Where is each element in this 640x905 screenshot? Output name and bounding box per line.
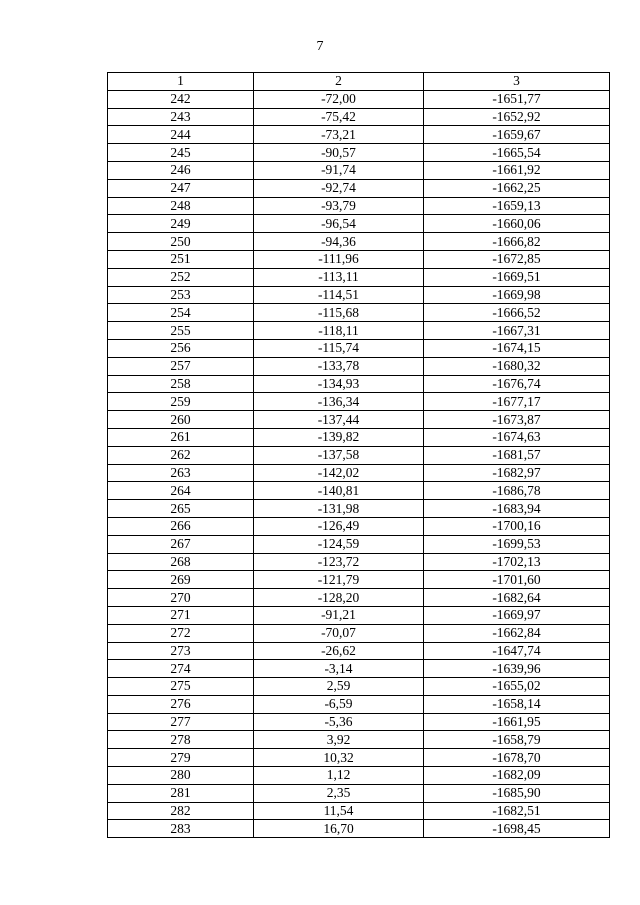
table-cell-col-1: 271 — [108, 606, 254, 624]
table-cell-col-3: -1666,52 — [424, 304, 610, 322]
table-cell-col-3: -1669,51 — [424, 268, 610, 286]
table-row — [108, 767, 610, 785]
table-cell-col-3: -1665,54 — [424, 144, 610, 162]
table-cell-col-3: -1700,16 — [424, 517, 610, 535]
table-row — [108, 286, 610, 304]
table-cell-col-2: -126,49 — [254, 517, 424, 535]
table-row — [108, 553, 610, 571]
table-cell-col-1: 260 — [108, 411, 254, 429]
table-cell-col-1: 262 — [108, 446, 254, 464]
table-header-row — [108, 73, 610, 91]
table-cell-col-3: -1674,63 — [424, 428, 610, 446]
table-cell-col-3: -1661,95 — [424, 713, 610, 731]
table-cell-col-1: 245 — [108, 144, 254, 162]
table-row — [108, 90, 610, 108]
table-cell-col-2: -111,96 — [254, 250, 424, 268]
table-row — [108, 339, 610, 357]
table-cell-col-1: 248 — [108, 197, 254, 215]
table-cell-col-2: -137,58 — [254, 446, 424, 464]
table-body — [108, 90, 610, 837]
table-cell-col-3: -1669,97 — [424, 606, 610, 624]
table-cell-col-1: 279 — [108, 749, 254, 767]
column-header-2: 2 — [254, 73, 424, 91]
table-cell-col-2: -91,74 — [254, 161, 424, 179]
table-cell-col-2: -96,54 — [254, 215, 424, 233]
table-cell-col-2: 16,70 — [254, 820, 424, 838]
table-cell-col-1: 257 — [108, 357, 254, 375]
table-cell-col-3: -1658,14 — [424, 695, 610, 713]
table-cell-col-1: 247 — [108, 179, 254, 197]
table-cell-col-3: -1647,74 — [424, 642, 610, 660]
table-row — [108, 606, 610, 624]
table-cell-col-3: -1661,92 — [424, 161, 610, 179]
table-cell-col-3: -1659,67 — [424, 126, 610, 144]
table-row — [108, 108, 610, 126]
table-cell-col-3: -1681,57 — [424, 446, 610, 464]
table-cell-col-2: -139,82 — [254, 428, 424, 446]
table-cell-col-1: 275 — [108, 678, 254, 696]
table-cell-col-3: -1678,70 — [424, 749, 610, 767]
table-cell-col-3: -1669,98 — [424, 286, 610, 304]
table-cell-col-1: 254 — [108, 304, 254, 322]
table-cell-col-3: -1682,64 — [424, 589, 610, 607]
table-cell-col-3: -1682,97 — [424, 464, 610, 482]
table-cell-col-2: -124,59 — [254, 535, 424, 553]
table-row — [108, 678, 610, 696]
table-cell-col-1: 246 — [108, 161, 254, 179]
table-cell-col-2: -134,93 — [254, 375, 424, 393]
table-cell-col-1: 277 — [108, 713, 254, 731]
table-row — [108, 624, 610, 642]
table-row — [108, 411, 610, 429]
table-cell-col-1: 274 — [108, 660, 254, 678]
table-cell-col-2: -75,42 — [254, 108, 424, 126]
table-cell-col-3: -1662,84 — [424, 624, 610, 642]
table-row — [108, 393, 610, 411]
table-cell-col-3: -1685,90 — [424, 784, 610, 802]
table-row — [108, 571, 610, 589]
table-cell-col-2: -90,57 — [254, 144, 424, 162]
table-row — [108, 179, 610, 197]
table-cell-col-3: -1680,32 — [424, 357, 610, 375]
table-row — [108, 126, 610, 144]
table-row — [108, 250, 610, 268]
table-cell-col-1: 268 — [108, 553, 254, 571]
table-cell-col-3: -1666,82 — [424, 233, 610, 251]
table-cell-col-1: 283 — [108, 820, 254, 838]
column-header-1: 1 — [108, 73, 254, 91]
table-cell-col-3: -1652,92 — [424, 108, 610, 126]
table-header — [108, 73, 610, 91]
table-cell-col-2: 10,32 — [254, 749, 424, 767]
table-row — [108, 517, 610, 535]
table-cell-col-3: -1667,31 — [424, 322, 610, 340]
table-row — [108, 695, 610, 713]
table-cell-col-1: 267 — [108, 535, 254, 553]
table-cell-col-2: -136,34 — [254, 393, 424, 411]
table-cell-col-1: 265 — [108, 500, 254, 518]
table-row — [108, 357, 610, 375]
table-row — [108, 215, 610, 233]
table-cell-col-2: 1,12 — [254, 767, 424, 785]
table-cell-col-1: 251 — [108, 250, 254, 268]
table-cell-col-1: 244 — [108, 126, 254, 144]
table-row — [108, 802, 610, 820]
table-row — [108, 482, 610, 500]
table-cell-col-2: 2,35 — [254, 784, 424, 802]
table-cell-col-1: 258 — [108, 375, 254, 393]
table-cell-col-2: -115,68 — [254, 304, 424, 322]
table-row — [108, 731, 610, 749]
table-cell-col-1: 270 — [108, 589, 254, 607]
table-cell-col-2: -118,11 — [254, 322, 424, 340]
table-row — [108, 144, 610, 162]
table-row — [108, 375, 610, 393]
table-cell-col-3: -1659,13 — [424, 197, 610, 215]
table-cell-col-2: -5,36 — [254, 713, 424, 731]
table-cell-col-1: 282 — [108, 802, 254, 820]
table-row — [108, 428, 610, 446]
table-cell-col-2: -133,78 — [254, 357, 424, 375]
table-cell-col-3: -1674,15 — [424, 339, 610, 357]
table-cell-col-2: -72,00 — [254, 90, 424, 108]
table-row — [108, 268, 610, 286]
table-cell-col-1: 243 — [108, 108, 254, 126]
table-row — [108, 660, 610, 678]
table-cell-col-2: 3,92 — [254, 731, 424, 749]
table-cell-col-3: -1673,87 — [424, 411, 610, 429]
table-cell-col-2: -70,07 — [254, 624, 424, 642]
table-row — [108, 820, 610, 838]
table-cell-col-3: -1699,53 — [424, 535, 610, 553]
table-cell-col-3: -1698,45 — [424, 820, 610, 838]
table-cell-col-3: -1682,09 — [424, 767, 610, 785]
table-cell-col-3: -1676,74 — [424, 375, 610, 393]
table-cell-col-2: 2,59 — [254, 678, 424, 696]
table-cell-col-2: -140,81 — [254, 482, 424, 500]
table-cell-col-2: -6,59 — [254, 695, 424, 713]
table-cell-col-2: -142,02 — [254, 464, 424, 482]
table-cell-col-2: -92,74 — [254, 179, 424, 197]
table-row — [108, 589, 610, 607]
table-row — [108, 446, 610, 464]
table-cell-col-1: 266 — [108, 517, 254, 535]
table-cell-col-2: -113,11 — [254, 268, 424, 286]
table-row — [108, 304, 610, 322]
table-row — [108, 161, 610, 179]
table-cell-col-1: 281 — [108, 784, 254, 802]
table-cell-col-3: -1662,25 — [424, 179, 610, 197]
table-cell-col-2: -91,21 — [254, 606, 424, 624]
table-cell-col-2: -131,98 — [254, 500, 424, 518]
table-cell-col-2: 11,54 — [254, 802, 424, 820]
table-cell-col-3: -1672,85 — [424, 250, 610, 268]
table-row — [108, 322, 610, 340]
table-cell-col-1: 272 — [108, 624, 254, 642]
table-cell-col-1: 278 — [108, 731, 254, 749]
table-row — [108, 464, 610, 482]
table-cell-col-1: 263 — [108, 464, 254, 482]
table-cell-col-3: -1639,96 — [424, 660, 610, 678]
table-cell-col-1: 259 — [108, 393, 254, 411]
table-cell-col-3: -1682,51 — [424, 802, 610, 820]
table-cell-col-1: 280 — [108, 767, 254, 785]
table-row — [108, 749, 610, 767]
table-cell-col-3: -1658,79 — [424, 731, 610, 749]
table-cell-col-2: -115,74 — [254, 339, 424, 357]
table-cell-col-3: -1660,06 — [424, 215, 610, 233]
table-cell-col-1: 276 — [108, 695, 254, 713]
table-row — [108, 713, 610, 731]
table-cell-col-2: -93,79 — [254, 197, 424, 215]
table-row — [108, 197, 610, 215]
table-cell-col-2: -121,79 — [254, 571, 424, 589]
table-cell-col-3: -1677,17 — [424, 393, 610, 411]
table-cell-col-3: -1655,02 — [424, 678, 610, 696]
table-cell-col-2: -94,36 — [254, 233, 424, 251]
table-cell-col-1: 253 — [108, 286, 254, 304]
table-row — [108, 642, 610, 660]
table-cell-col-1: 269 — [108, 571, 254, 589]
table-cell-col-3: -1701,60 — [424, 571, 610, 589]
table-cell-col-1: 273 — [108, 642, 254, 660]
table-cell-col-3: -1686,78 — [424, 482, 610, 500]
table-cell-col-1: 252 — [108, 268, 254, 286]
table-row — [108, 233, 610, 251]
table-cell-col-1: 256 — [108, 339, 254, 357]
table-cell-col-1: 249 — [108, 215, 254, 233]
table-cell-col-1: 264 — [108, 482, 254, 500]
table-cell-col-2: -123,72 — [254, 553, 424, 571]
table-row — [108, 535, 610, 553]
table-cell-col-2: -128,20 — [254, 589, 424, 607]
table-cell-col-1: 250 — [108, 233, 254, 251]
table-cell-col-3: -1651,77 — [424, 90, 610, 108]
table-cell-col-2: -26,62 — [254, 642, 424, 660]
table-cell-col-1: 261 — [108, 428, 254, 446]
table-cell-col-3: -1702,13 — [424, 553, 610, 571]
table-cell-col-2: -137,44 — [254, 411, 424, 429]
table-cell-col-1: 242 — [108, 90, 254, 108]
column-header-3: 3 — [424, 73, 610, 91]
table-cell-col-2: -73,21 — [254, 126, 424, 144]
table-cell-col-1: 255 — [108, 322, 254, 340]
table-row — [108, 500, 610, 518]
data-table — [107, 72, 610, 838]
page-number: 7 — [316, 39, 324, 54]
table-cell-col-2: -3,14 — [254, 660, 424, 678]
table-cell-col-3: -1683,94 — [424, 500, 610, 518]
table-cell-col-2: -114,51 — [254, 286, 424, 304]
table-row — [108, 784, 610, 802]
